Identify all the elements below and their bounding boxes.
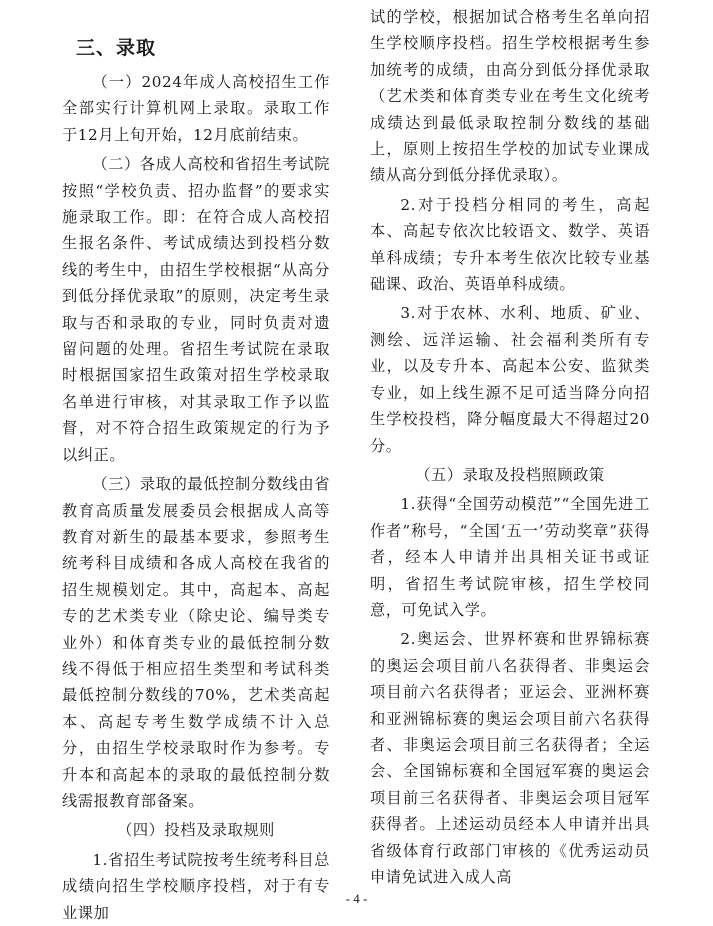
right-column bbox=[370, 0, 650, 890]
paragraph-7: 1.获得“全国劳动模范”“全国先进工作者”称号，“全国‘五一’劳动奖章”获得者，经本人申请并出具相关证书或证明，省招生考试院审核，招生学校同意，可免试入学。 bbox=[370, 495, 650, 619]
left-column bbox=[62, 0, 330, 926]
section-title: 三、录取 bbox=[76, 37, 157, 59]
paragraph-3: （三）录取的最低控制分数线由省教育高质量发展委员会根据成人高等教育对新生的最基本要求，参照考生统考科目成绩和各成人高校在我省的招生规模划定。其中，高起本、高起专的艺术类专业（除史论、编导类专业外）和体育类专业的最低控制分数线不得低于相应招生类型和考试科类最低控制分数线的70%，艺术类高起本、高起专考生数学成绩不计入总分，由招生学校录取时作为参考。专升本和高起本的录取的最低控制分数线需报教育部备案。 bbox=[62, 475, 330, 810]
page-number: - 4 - bbox=[345, 891, 368, 906]
paragraph-5: 2.对于投档分相同的考生，高起本、高起专依次比较语文、数学、英语单科成绩；专升本考生依次比较专业基础课、政治、英语单科成绩。 bbox=[370, 195, 650, 294]
paragraph-1: （一）2024年成人高校招生工作全部实行计算机网上录取。录取工作于12月上旬开始，12月底前结束。 bbox=[62, 73, 330, 144]
paragraph-4-continued: 试的学校，根据加试合格考生名单向招生学校顺序投档。招生学校根据考生参加统考的成绩，由高分到低分择优录取（艺术类和体育类专业在考生文化统考成绩达到最低录取控制分数线的基础上，原则上按招生学校的加试专业课成绩从高分到低分择优录取）。 bbox=[370, 8, 650, 185]
paragraph-8: 2.奥运会、世界杯赛和世界锦标赛的奥运会项目前八名获得者、非奥运会项目前六名获得者；亚运会、亚洲杯赛和亚洲锦标赛的奥运会项目前六名获得者、非奥运会项目前三名获得者；全运会、全国锦标赛和全国冠军赛的奥运会项目前三名获得者、非奥运会项目冠军获得者。上述运动员经本人申请并出具省级体育行政部门审核的《优秀运动员申请免试进入成人高 bbox=[370, 630, 650, 886]
paragraph-2: （二）各成人高校和省招生考试院按照“学校负责、招办监督”的要求实施录取工作。即：在符合成人高校招生报名条件、考试成绩达到投档分数线的考生中，由招生学校根据“从高分到低分择优录取”的原则，决定考生录取与否和录取的专业，同时负责对遗留问题的处理。省招生考试院在录取时根据国家招生政策对招生学校录取名单进行审核，对其录取工作予以监督，对不符合招生政策规定的行为予以纠正。 bbox=[62, 155, 330, 464]
subheading-5: （五）录取及投档照顾政策 bbox=[415, 465, 605, 484]
paragraph-4: 1.省招生考试院按考生统考科目总成绩向招生学校顺序投档，对于有专业课加 bbox=[62, 850, 330, 922]
paragraph-6: 3.对于农林、水利、地质、矿业、测绘、远洋运输、社会福利类所有专业，以及专升本、高起本公安、监狱类专业，如上线生源不足可适当降分向招生学校投档，降分幅度最大不得超过20分。 bbox=[370, 304, 650, 455]
subheading-4: （四）投档及录取规则 bbox=[117, 821, 275, 840]
